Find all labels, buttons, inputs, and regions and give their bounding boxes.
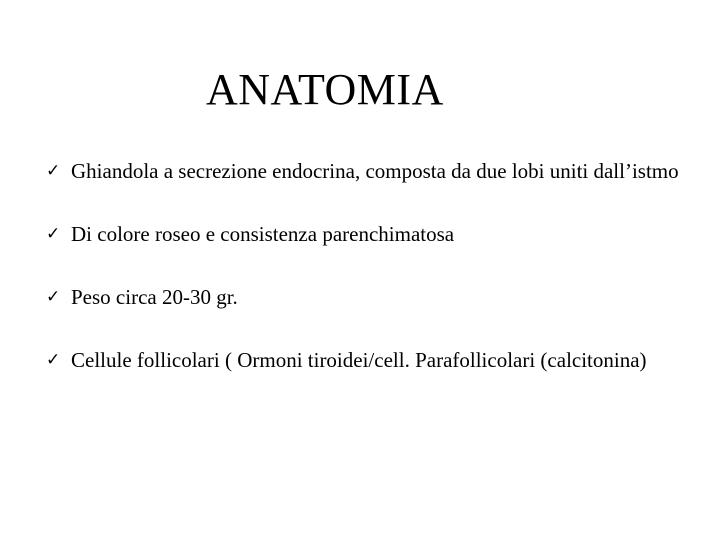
bullet-text: Di colore roseo e consistenza parenchimatosa [71, 222, 455, 246]
bullet-item [46, 158, 686, 185]
check-mark-icon: ✓ [46, 350, 61, 370]
bullet-text: Peso circa 20-30 gr. [71, 285, 238, 309]
slide-title: ANATOMIA [206, 65, 444, 114]
bullet-list [46, 158, 686, 374]
check-mark-icon: ✓ [46, 224, 61, 244]
check-mark-icon: ✓ [46, 161, 61, 181]
bullet-item [46, 347, 686, 374]
bullet-item [46, 284, 686, 311]
bullet-text: Ghiandola a secrezione endocrina, composta da due lobi uniti dall’istmo [71, 159, 679, 183]
check-mark-icon: ✓ [46, 287, 61, 307]
bullet-text: Cellule follicolari ( Ormoni tiroidei/cell. Parafollicolari (calcitonina) [71, 348, 647, 372]
bullet-item [46, 221, 686, 248]
